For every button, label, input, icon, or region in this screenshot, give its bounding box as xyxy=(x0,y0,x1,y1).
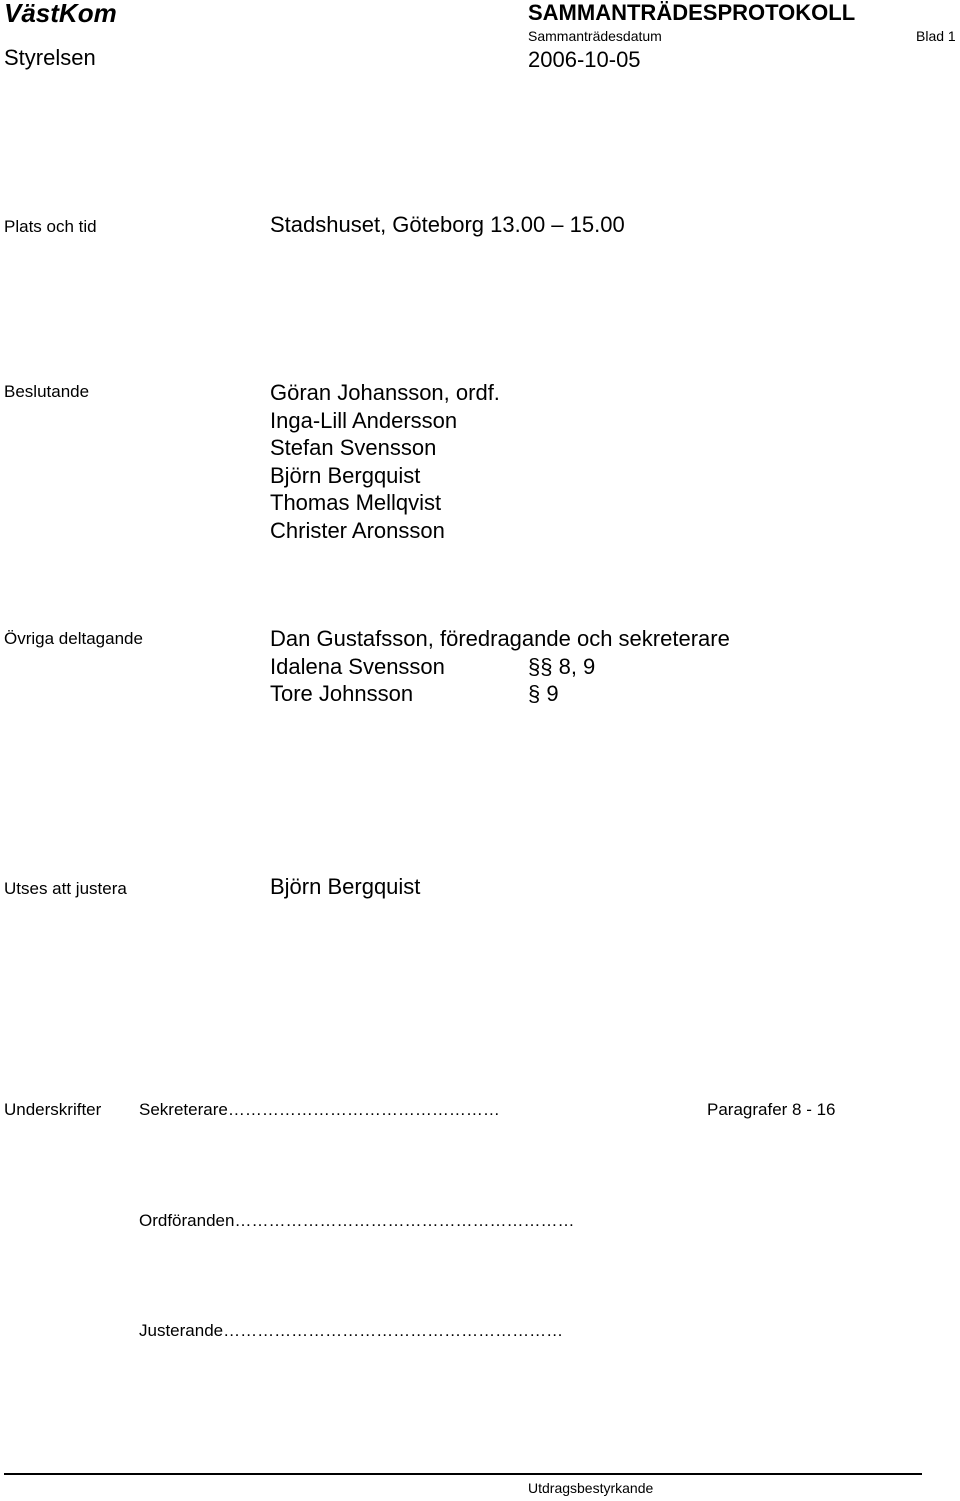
list-item: Stefan Svensson xyxy=(270,435,437,460)
participant-paragraphs: § 9 xyxy=(528,681,559,706)
meeting-date-label: Sammanträdesdatum xyxy=(528,28,662,44)
chair-signature-line: Ordföranden…………………………………………………… xyxy=(139,1211,575,1230)
list-item xyxy=(270,653,730,681)
others-list xyxy=(270,625,730,708)
document-title: SAMMANTRÄDESPROTOKOLL xyxy=(528,0,856,25)
participant-name: Tore Johnsson xyxy=(270,681,414,706)
place-label: Plats och tid xyxy=(4,217,97,236)
meeting-date: 2006-10-05 xyxy=(528,47,641,72)
deciding-label: Beslutande xyxy=(4,382,90,401)
adjuster-value: Björn Bergquist xyxy=(270,874,421,899)
list-item: Göran Johansson, ordf. xyxy=(270,380,500,405)
list-item xyxy=(270,625,730,653)
participant-name: Idalena Svensson xyxy=(270,653,445,679)
secretary-signature-line: Sekreterare………………………………………… xyxy=(139,1100,500,1119)
footer-divider xyxy=(4,1473,922,1475)
organization-name: VästKom xyxy=(4,0,117,28)
footer-certification: Utdragsbestyrkande xyxy=(528,1480,654,1496)
list-item xyxy=(270,680,730,708)
adjuster-signature-line: Justerande…………………………………………………… xyxy=(139,1321,564,1340)
signatures-label: Underskrifter xyxy=(4,1100,102,1119)
deciding-members-list xyxy=(270,379,500,544)
others-label: Övriga deltagande xyxy=(4,629,143,648)
list-item: Inga-Lill Andersson xyxy=(270,407,458,433)
participant-name: Dan Gustafsson, föredragande och sekreterare xyxy=(270,626,730,651)
list-item: Thomas Mellqvist xyxy=(270,490,442,515)
place-value: Stadshuset, Göteborg 13.00 – 15.00 xyxy=(270,212,625,237)
list-item: Christer Aronsson xyxy=(270,517,445,543)
participant-paragraphs: §§ 8, 9 xyxy=(528,653,596,679)
sheet-number: Blad 1 xyxy=(916,28,956,44)
adjuster-label: Utses att justera xyxy=(4,879,127,898)
paragraphs-range: Paragrafer 8 - 16 xyxy=(707,1100,836,1119)
department-name: Styrelsen xyxy=(4,45,96,70)
list-item: Björn Bergquist xyxy=(270,462,421,488)
